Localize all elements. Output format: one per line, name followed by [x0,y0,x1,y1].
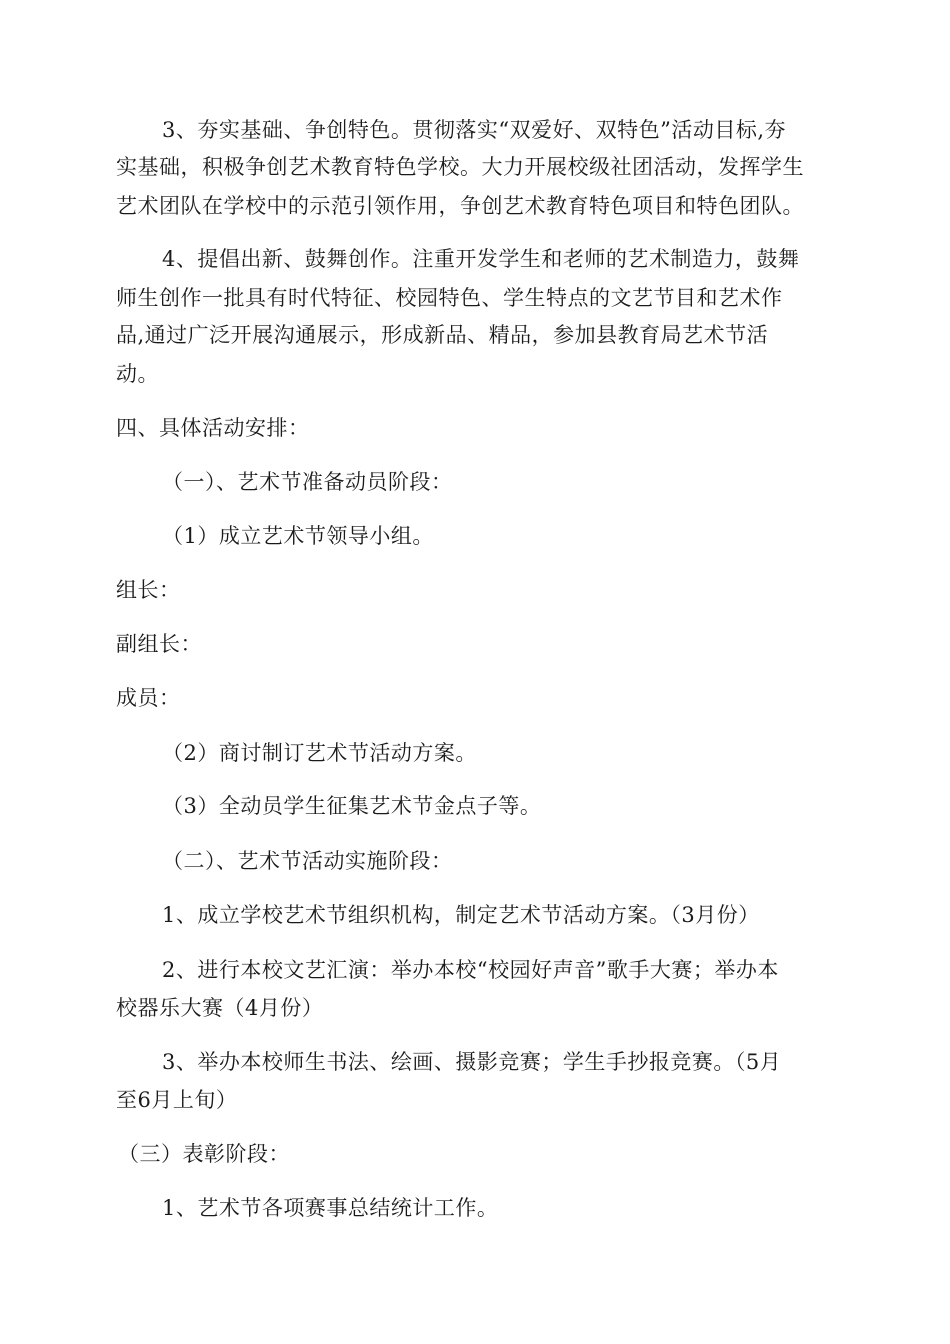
paragraph-4-line-1: 4、提倡出新、鼓舞创作。注重开发学生和老师的艺术制造力，鼓舞 [162,247,800,271]
paragraph-3-line-3: 艺术团队在学校中的示范引领作用，争创艺术教育特色项目和特色团队。 [116,194,804,218]
paragraph-4-line-4: 动。 [116,362,159,386]
paragraph-4-line-3: 品,通过广泛开展沟通展示，形成新品、精品，参加县教育局艺术节活 [116,323,769,347]
members-label: 成员： [116,686,181,710]
stage-2-item-2-line-1: 2、进行本校文艺汇演：举办本校“校园好声音”歌手大赛；举办本 [162,958,779,982]
stage-1-heading: （一）、艺术节准备动员阶段： [162,470,453,494]
stage-3-item-1: 1、艺术节各项赛事总结统计工作。 [162,1196,499,1220]
paragraph-3-line-1: 3、夯实基础、争创特色。贯彻落实“双爱好、双特色”活动目标,夯 [162,118,787,142]
stage-2-item-3-line-2: 至6月上旬） [116,1088,238,1112]
vice-leader-label: 副组长： [116,632,202,656]
stage-2-item-3-line-1: 3、举办本校师生书法、绘画、摄影竞赛；学生手抄报竞赛。（5月 [162,1050,782,1074]
paragraph-3-line-2: 实基础，积极争创艺术教育特色学校。大力开展校级社团活动，发挥学生 [116,155,804,179]
stage-1-item-1: （1）成立艺术节领导小组。 [162,524,434,548]
stage-1-item-3: （3）全动员学生征集艺术节金点子等。 [162,794,542,818]
stage-2-item-2-line-2: 校器乐大赛（4月份） [116,996,324,1020]
stage-1-item-2: （2）商讨制订艺术节活动方案。 [162,741,477,765]
stage-2-heading: （二）、艺术节活动实施阶段： [162,849,453,873]
leader-label: 组长： [116,578,181,602]
section-4-heading: 四、具体活动安排： [116,416,310,440]
stage-3-heading: （三）表彰阶段： [118,1142,290,1166]
paragraph-4-line-2: 师生创作一批具有时代特征、校园特色、学生特点的文艺节目和艺术作 [116,286,783,310]
stage-2-item-1: 1、成立学校艺术节组织机构，制定艺术节活动方案。（3月份） [162,903,760,927]
